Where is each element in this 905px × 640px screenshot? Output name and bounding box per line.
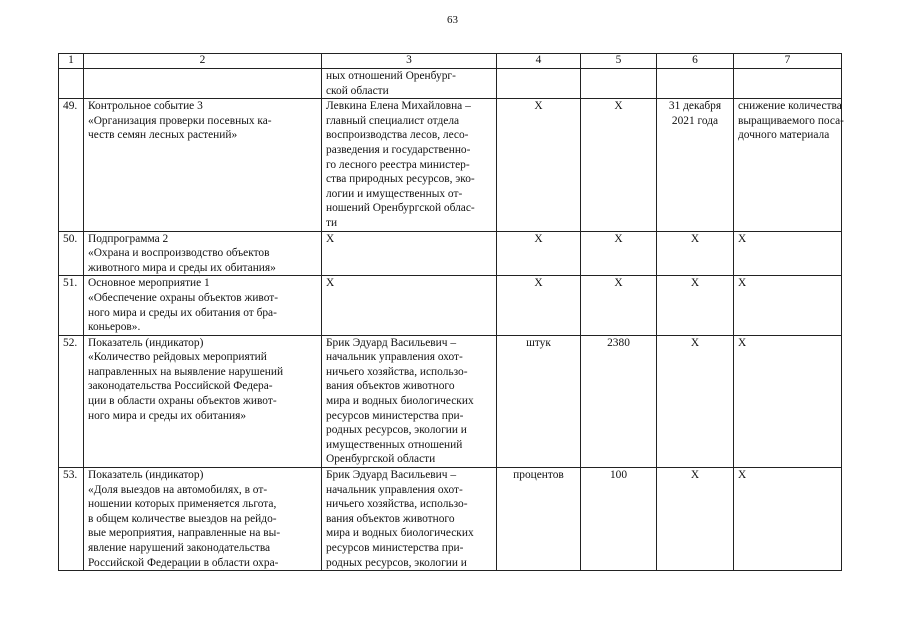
cell-text-line: Российской Федерации в области охра-	[88, 556, 279, 569]
table-row	[59, 276, 842, 335]
item-name-cell	[84, 69, 322, 99]
cell-text-line: Показатель (индикатор)	[88, 469, 204, 482]
cell-text-line: честв семян лесных растений»	[88, 129, 238, 142]
cell-text-line: «Обеспечение охраны объектов живот-	[88, 291, 279, 304]
table-row	[59, 335, 842, 467]
cell-text-line: «Охрана и воспроизводство объектов	[88, 247, 270, 260]
cell-text-line: го лесного реестра министер-	[326, 158, 470, 171]
table-row	[59, 99, 842, 231]
deadline-cell	[657, 69, 734, 99]
cell-text-line: «Доля выездов на автомобилях, в от-	[88, 483, 268, 496]
deadline-cell	[657, 468, 734, 571]
cell-text-line: мира и водных биологических	[326, 527, 474, 540]
value-cell: Х	[581, 231, 657, 276]
cell-text-line: снижение количества	[738, 100, 842, 113]
cell-text-line: начальник управления охот-	[326, 483, 463, 496]
header-cell: 6	[657, 54, 734, 69]
table-row	[59, 468, 842, 571]
row-number-cell: 50.	[59, 231, 84, 276]
responsible-person-cell	[322, 231, 497, 276]
cell-text-line: Брик Эдуард Васильевич –	[326, 336, 457, 349]
deadline-cell	[657, 276, 734, 335]
cell-text-line: вые мероприятия, направленные на вы-	[88, 527, 281, 540]
value-cell: 100	[581, 468, 657, 571]
unit-cell: Х	[497, 99, 581, 231]
unit-cell: процентов	[497, 468, 581, 571]
result-cell	[734, 231, 842, 276]
cell-text-line: Х	[690, 277, 700, 290]
row-number-cell: 52.	[59, 335, 84, 467]
header-cell: 5	[581, 54, 657, 69]
table-header-row	[59, 54, 842, 69]
responsible-person-cell	[322, 468, 497, 571]
item-name-cell	[84, 231, 322, 276]
cell-text-line: Х	[690, 232, 700, 245]
unit-cell: Х	[497, 276, 581, 335]
cell-text-line: имущественных отношений	[326, 438, 463, 451]
cell-text-line: Х	[738, 277, 747, 290]
item-name-cell	[84, 335, 322, 467]
header-cell: 3	[322, 54, 497, 69]
cell-text-line: Х	[690, 336, 700, 349]
cell-text-line: вания объектов животного	[326, 380, 455, 393]
cell-text-line: разведения и государственно-	[326, 143, 471, 156]
cell-text-line: в общем количестве выездов на рейдо-	[88, 512, 277, 525]
result-cell	[734, 468, 842, 571]
cell-text-line: ресурсов министерства при-	[326, 409, 464, 422]
cell-text-line: 31 декабря	[668, 100, 722, 113]
header-cell: 2	[84, 54, 322, 69]
responsible-person-cell	[322, 99, 497, 231]
cell-text-line: ношений Оренбургской облас-	[326, 202, 475, 215]
table-row	[59, 231, 842, 276]
responsible-person-cell	[322, 276, 497, 335]
cell-text-line: Показатель (индикатор)	[88, 336, 204, 349]
cell-text-line: Х	[738, 232, 747, 245]
page-number: 63	[447, 14, 458, 26]
table-row	[59, 69, 842, 99]
value-cell: Х	[581, 276, 657, 335]
deadline-cell	[657, 99, 734, 231]
cell-text-line: Х	[326, 232, 335, 245]
result-cell	[734, 99, 842, 231]
table-body	[59, 54, 842, 571]
value-cell: 2380	[581, 335, 657, 467]
row-number-cell: 51.	[59, 276, 84, 335]
row-number-cell: 49.	[59, 99, 84, 231]
header-cell: 1	[59, 54, 84, 69]
cell-text-line: явление нарушений законодательства	[88, 542, 271, 554]
cell-text-line: 2021 года	[671, 114, 719, 127]
cell-text-line: ного мира и среды их обитания от бра-	[88, 306, 277, 319]
result-cell	[734, 335, 842, 467]
cell-text-line: Х	[326, 277, 335, 290]
cell-text-line: выращиваемого поса-	[738, 114, 844, 127]
cell-text-line: родных ресурсов, экологии и	[326, 556, 467, 569]
deadline-cell	[657, 335, 734, 467]
cell-text-line: вания объектов животного	[326, 512, 455, 525]
data-table	[58, 53, 842, 571]
value-cell: Х	[581, 99, 657, 231]
cell-text-line: «Организация проверки посевных ка-	[88, 114, 272, 127]
result-cell	[734, 276, 842, 335]
responsible-person-cell	[322, 335, 497, 467]
cell-text-line: животного мира и среды их обитания»	[88, 261, 276, 274]
cell-text-line: Контрольное событие 3	[88, 100, 203, 113]
cell-text-line: «Количество рейдовых мероприятий	[88, 351, 267, 364]
cell-text-line: ношении которых применяется льгота,	[88, 498, 277, 511]
cell-text-line: ти	[326, 216, 338, 229]
cell-text-line: логии и имущественных от-	[326, 187, 463, 200]
cell-text-line: Брик Эдуард Васильевич –	[326, 469, 457, 482]
cell-text-line: направленных на выявление нарушений	[88, 365, 284, 378]
cell-text-line: ничьего хозяйства, использо-	[326, 498, 468, 511]
cell-text-line: главный специалист отдела	[326, 114, 460, 127]
cell-text-line: ства природных ресурсов, эко-	[326, 173, 475, 186]
responsible-person-cell	[322, 69, 497, 99]
unit-cell: Х	[497, 231, 581, 276]
cell-text-line: Подпрограмма 2	[88, 232, 169, 245]
unit-cell: штук	[497, 335, 581, 467]
cell-text-line: родных ресурсов, экологии и	[326, 424, 467, 437]
cell-text-line: дочного материала	[738, 129, 830, 142]
cell-text-line: Х	[738, 336, 747, 349]
header-cell: 7	[734, 54, 842, 69]
deadline-cell	[657, 231, 734, 276]
cell-text-line: воспроизводства лесов, лесо-	[326, 129, 469, 142]
value-cell	[581, 69, 657, 99]
cell-text-line: Х	[690, 469, 700, 482]
cell-text-line: ской области	[326, 84, 389, 97]
cell-text-line: Х	[738, 469, 747, 482]
unit-cell	[497, 69, 581, 99]
cell-text-line: ных отношений Оренбург-	[326, 70, 456, 82]
cell-text-line: ного мира и среды их обитания»	[88, 409, 247, 422]
header-cell: 4	[497, 54, 581, 69]
cell-text-line: ции в области охраны объектов живот-	[88, 395, 277, 408]
cell-text-line: Оренбургской области	[326, 453, 436, 466]
cell-text-line: ничьего хозяйства, использо-	[326, 365, 468, 378]
cell-text-line: законодательства Российской Федера-	[88, 380, 273, 393]
cell-text-line: коньеров».	[88, 321, 141, 334]
cell-text-line: мира и водных биологических	[326, 395, 474, 408]
item-name-cell	[84, 276, 322, 335]
result-cell	[734, 69, 842, 99]
row-number-cell: 53.	[59, 468, 84, 571]
item-name-cell	[84, 99, 322, 231]
item-name-cell	[84, 468, 322, 571]
cell-text-line: ресурсов министерства при-	[326, 542, 464, 554]
row-number-cell	[59, 69, 84, 99]
cell-text-line: начальник управления охот-	[326, 351, 463, 364]
cell-text-line: Левкина Елена Михайловна –	[326, 100, 471, 113]
cell-text-line: Основное мероприятие 1	[88, 277, 210, 290]
